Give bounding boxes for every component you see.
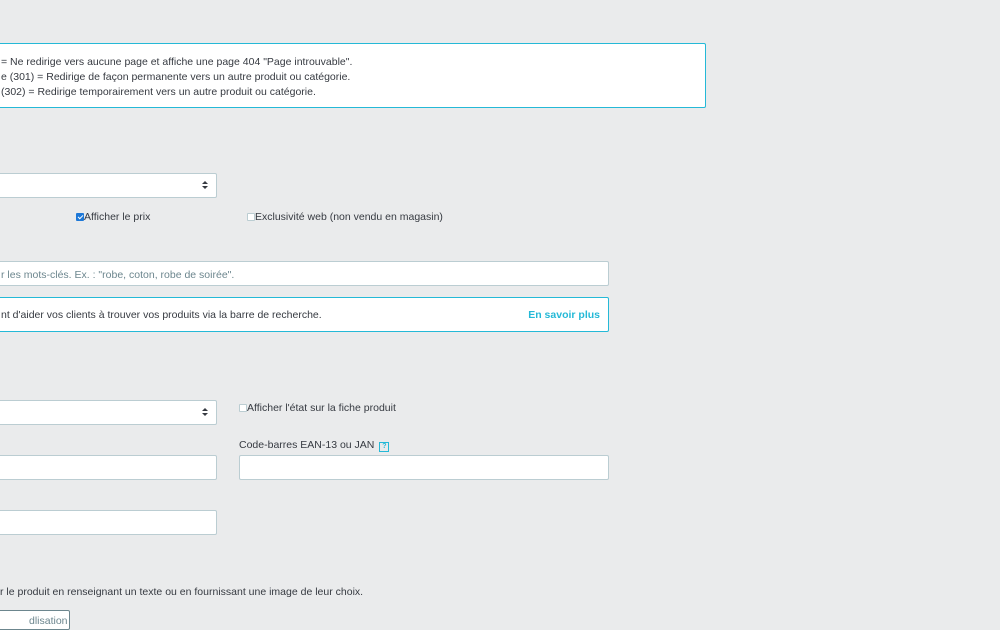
- web-only-label: Exclusivité web (non vendu en magasin): [255, 211, 443, 223]
- web-only-option[interactable]: [247, 211, 443, 223]
- web-only-checkbox[interactable]: [247, 213, 255, 221]
- show-condition-option[interactable]: [239, 402, 396, 414]
- show-price-label: Afficher le prix: [84, 211, 151, 223]
- redirect-help-line-404: = Ne redirige vers aucune page et affiche une page 404 "Page introuvable".: [1, 56, 353, 68]
- ean13-label-row: [239, 439, 389, 452]
- redirect-help-box: [0, 43, 706, 108]
- ean13-label: Code-barres EAN-13 ou JAN: [239, 439, 375, 451]
- learn-more-link[interactable]: En savoir plus: [528, 309, 600, 321]
- tags-help-text: nt d'aider vos clients à trouver vos produits via la barre de recherche.: [1, 309, 322, 321]
- show-condition-label: Afficher l'état sur la fiche produit: [247, 402, 396, 414]
- visibility-select[interactable]: [0, 173, 217, 198]
- condition-select[interactable]: [0, 400, 217, 425]
- show-price-option[interactable]: [76, 211, 150, 223]
- reference-input[interactable]: [0, 455, 217, 480]
- tags-help-box: [0, 297, 609, 332]
- upc-input[interactable]: [0, 510, 217, 535]
- customization-description: r le produit en renseignant un texte ou en fournissant une image de leur choix.: [0, 586, 364, 598]
- tags-input[interactable]: [0, 261, 609, 286]
- redirect-help-line-302: (302) = Redirige temporairement vers un autre produit ou catégorie.: [1, 86, 316, 98]
- select-caret-icon: [202, 180, 208, 191]
- tags-input-placeholder: r les mots-clés. Ex. : "robe, coton, robe de soirée".: [1, 269, 235, 281]
- show-condition-checkbox[interactable]: [239, 404, 247, 412]
- add-customization-button[interactable]: [0, 610, 70, 630]
- select-caret-icon: [202, 407, 208, 418]
- help-icon[interactable]: ?: [379, 442, 389, 452]
- add-customization-label: dlisation: [29, 615, 68, 627]
- ean13-input[interactable]: [239, 455, 609, 480]
- show-price-checkbox[interactable]: [76, 213, 84, 221]
- redirect-help-line-301: e (301) = Redirige de façon permanente vers un autre produit ou catégorie.: [1, 71, 351, 83]
